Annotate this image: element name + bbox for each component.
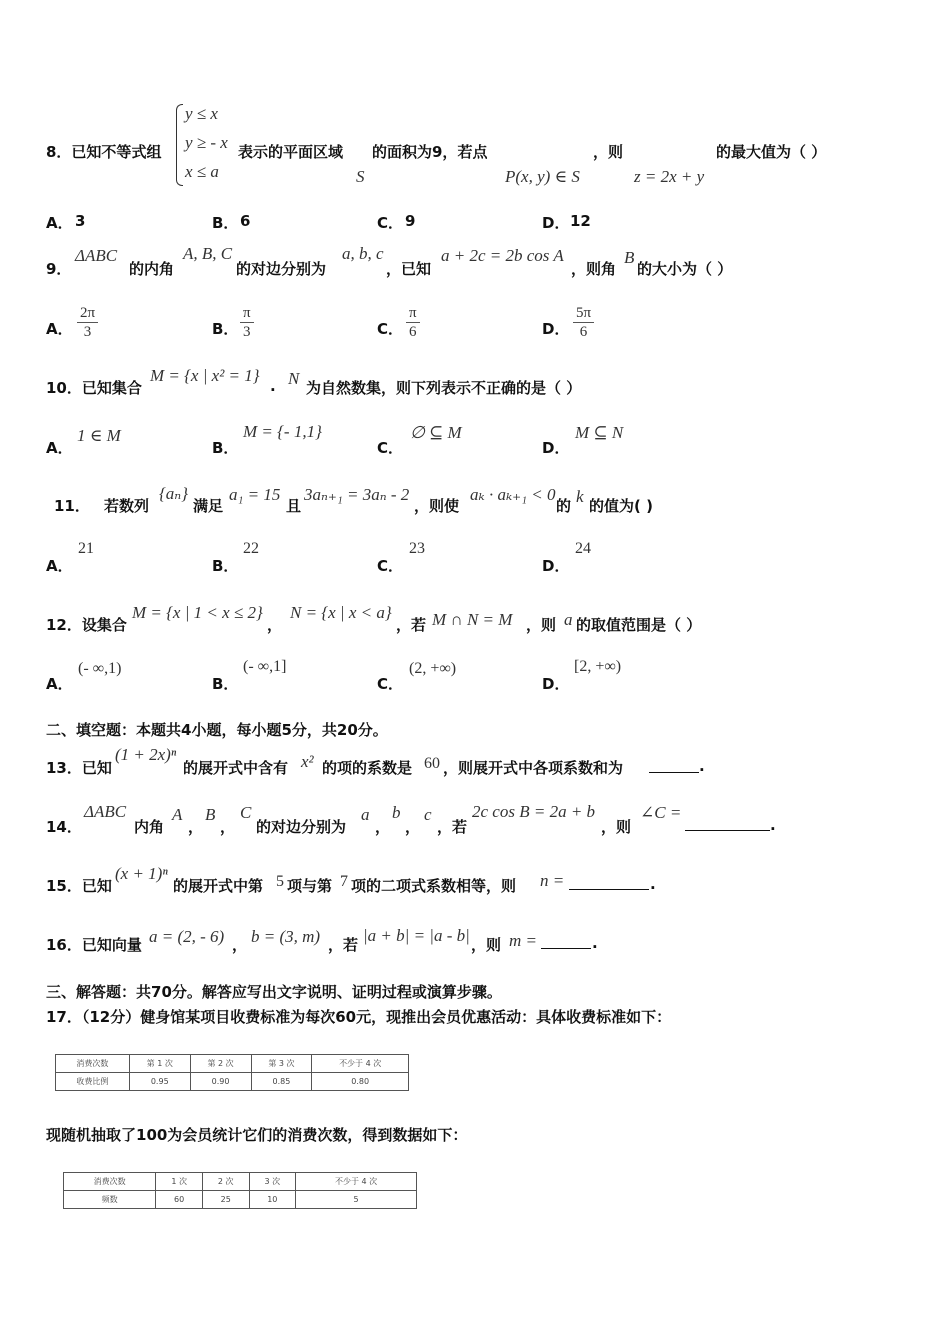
table-cell: 60 <box>156 1191 203 1209</box>
q8-text-4: 的最大值为（ ） <box>716 143 827 161</box>
q11-sequence: {aₙ} <box>159 484 188 503</box>
q13-stem: 13．已知 <box>46 759 112 777</box>
q8-text-3: ，则 <box>593 143 624 161</box>
q8-region-S: S <box>356 167 365 186</box>
q12-a: a <box>564 610 573 629</box>
q12-set-N: N = {x | x < a} <box>290 603 392 622</box>
q15-answer-blank[interactable] <box>569 889 649 890</box>
q10-option-b-label: B． <box>212 439 239 457</box>
q9-angles: A, B, C <box>183 244 233 263</box>
q9-option-d-label: D． <box>542 320 570 338</box>
table-header-cell: 第 3 次 <box>251 1055 312 1073</box>
q15-term-7: 7 <box>340 873 348 890</box>
table-cell: 5 <box>296 1191 417 1209</box>
q10-option-d-label: D． <box>542 439 570 457</box>
table-cell: 0.85 <box>251 1073 312 1091</box>
q12-option-c-label: C． <box>377 675 404 693</box>
q15-text-3: 项的二项式系数相等，则 <box>351 877 517 895</box>
q11-text-2: 满足 <box>193 497 224 515</box>
q14-triangle: ΔABC <box>84 802 127 821</box>
q13-text-2: 的项的系数是 <box>322 759 413 777</box>
q12-text-1: ， <box>267 616 283 634</box>
table-header-cell: 消费次数 <box>56 1055 130 1073</box>
q12-stem: 12．设集合 <box>46 616 127 634</box>
system-brace <box>176 104 183 186</box>
q10-option-a: 1 ∈ M <box>77 426 121 445</box>
q14-text-2: 的对边分别为 <box>256 818 347 836</box>
section-fill-in-heading: 二、填空题：本题共4小题，每小题5分，共20分。 <box>46 721 388 739</box>
q10-option-d: M ⊆ N <box>575 423 624 442</box>
table-header-cell: 不少于 4 次 <box>296 1173 417 1191</box>
q10-stem: 10．已知集合 <box>46 379 142 397</box>
q11-k: k <box>576 487 584 506</box>
q14-side-b: b <box>392 803 401 822</box>
q9-triangle: ΔABC <box>75 246 118 265</box>
q14-angle-B: B <box>205 805 216 824</box>
q15-text-1: 的展开式中第 <box>173 877 264 895</box>
table-header-cell: 消费次数 <box>64 1173 156 1191</box>
q11-recurrence: 3aₙ₊₁ = 3aₙ - 2 <box>304 485 410 504</box>
q11-first-term: a₁ = 15 <box>229 485 281 504</box>
table-header-cell: 2 次 <box>202 1173 249 1191</box>
fraction-numerator: π <box>406 304 420 323</box>
q8-ineq-3: x ≤ a <box>185 162 219 181</box>
q12-option-d-label: D． <box>542 675 570 693</box>
q14-number: 14． <box>46 818 82 836</box>
q16-text-2: ，则 <box>471 936 502 954</box>
q16-period: . <box>592 934 598 952</box>
q9-option-b <box>240 304 254 341</box>
q16-condition: |a + b| = |a - b| <box>363 926 470 945</box>
q8-option-d: 12 <box>570 212 591 230</box>
fraction-denominator: 3 <box>243 324 251 340</box>
q8-option-c-label: C． <box>377 214 404 232</box>
q14-comma-3: ， <box>375 818 391 836</box>
fraction-denominator: 6 <box>409 324 417 340</box>
q14-answer-blank[interactable] <box>685 830 770 831</box>
q11-condition: aₖ · aₖ₊₁ < 0 <box>470 485 556 504</box>
q16-comma: ， <box>232 936 248 954</box>
table-header-cell: 3 次 <box>249 1173 296 1191</box>
q14-comma-1: ， <box>188 818 204 836</box>
q15-n-equals: n = <box>540 871 565 890</box>
q9-text-1: 的内角 <box>129 260 175 278</box>
table-row <box>64 1173 417 1191</box>
q14-text-4: ，则 <box>601 818 632 836</box>
q10-text: 为自然数集，则下列表示不正确的是（ ） <box>306 379 582 397</box>
q11-text-4: ，则使 <box>414 497 460 515</box>
q9-number: 9． <box>46 260 72 278</box>
q16-text-1: ，若 <box>328 936 359 954</box>
fraction-denominator: 3 <box>83 324 92 340</box>
q9-option-d <box>573 304 594 341</box>
q8-point: P(x, y) ∈ S <box>505 167 580 186</box>
q9-option-a <box>77 304 98 341</box>
q8-stem: 8．已知不等式组 <box>46 143 162 161</box>
q14-comma-4: ， <box>405 818 421 836</box>
q12-condition: M ∩ N = M <box>432 610 513 629</box>
q17-text: 17．（12分）健身馆某项目收费标准为每次60元，现推出会员优惠活动：具体收费标准如下： <box>46 1008 672 1026</box>
q12-option-c: (2, +∞) <box>409 660 457 677</box>
table-header-cell: 不少于 4 次 <box>312 1055 409 1073</box>
q10-option-c: ∅ ⊆ M <box>410 423 462 442</box>
q14-text-1: 内角 <box>134 818 165 836</box>
q13-x-squared: x² <box>301 752 314 771</box>
q14-text-3: ，若 <box>437 818 468 836</box>
q9-option-a-label: A． <box>46 320 73 338</box>
q10-option-b: M = {- 1,1} <box>243 422 322 441</box>
q16-m-equals: m = <box>509 931 537 950</box>
q12-text-4: 的取值范围是（ ） <box>576 616 702 634</box>
q14-angle-C-equals: ∠C = <box>640 803 682 822</box>
q12-option-d: [2, +∞) <box>574 658 622 675</box>
table-cell: 10 <box>249 1191 296 1209</box>
q8-option-a-label: A． <box>46 214 73 232</box>
q11-option-c: 23 <box>409 540 425 557</box>
table-cell: 频数 <box>64 1191 156 1209</box>
q15-period: . <box>650 875 656 893</box>
table-cell: 收费比例 <box>56 1073 130 1091</box>
q14-side-a: a <box>361 805 370 824</box>
q11-option-b: 22 <box>243 540 259 557</box>
q11-number: 11． <box>54 497 90 515</box>
q14-period: . <box>770 816 776 834</box>
q9-option-b-label: B． <box>212 320 239 338</box>
q9-angle-B: B <box>624 248 635 267</box>
q8-objective: z = 2x + y <box>634 167 705 186</box>
q13-binomial: (1 + 2x)ⁿ <box>115 745 177 764</box>
fraction-denominator: 6 <box>579 324 588 340</box>
q14-comma-2: ， <box>220 818 236 836</box>
q9-equation: a + 2c = 2b cos A <box>441 246 564 265</box>
q8-option-a: 3 <box>75 212 86 230</box>
fraction-numerator: 2π <box>77 304 98 323</box>
table-cell: 0.80 <box>312 1073 409 1091</box>
q10-set-M: M = {x | x² = 1} <box>150 366 260 385</box>
q9-sides: a, b, c <box>342 244 384 263</box>
q14-equation: 2c cos B = 2a + b <box>472 802 596 821</box>
q12-option-a: (- ∞,1) <box>78 660 122 677</box>
q11-option-d: 24 <box>575 540 591 557</box>
q10-option-a-label: A． <box>46 439 73 457</box>
q8-option-b-label: B． <box>212 214 239 232</box>
q15-stem: 15．已知 <box>46 877 112 895</box>
q8-ineq-1: y ≤ x <box>185 104 218 123</box>
section-solution-heading: 三、解答题：共70分。解答应写出文字说明、证明过程或演算步骤。 <box>46 983 502 1001</box>
q13-text-3: ，则展开式中各项系数和为 <box>443 759 624 777</box>
q14-angle-C: C <box>240 803 252 822</box>
q9-text-4: ，则角 <box>571 260 617 278</box>
table-cell: 0.95 <box>129 1073 190 1091</box>
q8-option-d-label: D． <box>542 214 570 232</box>
q12-option-b-label: B． <box>212 675 239 693</box>
q8-option-b: 6 <box>240 212 251 230</box>
q12-option-a-label: A． <box>46 675 73 693</box>
table-header-cell: 第 2 次 <box>190 1055 251 1073</box>
q13-coefficient: 60 <box>424 755 440 772</box>
q9-text-3: ，已知 <box>386 260 432 278</box>
fraction-numerator: 5π <box>573 304 594 323</box>
table-header-cell: 第 1 次 <box>129 1055 190 1073</box>
table-row <box>56 1073 409 1091</box>
q8-ineq-2: y ≥ - x <box>185 133 228 152</box>
q15-term-5: 5 <box>276 873 284 890</box>
q8-text: 表示的平面区域 <box>238 143 344 161</box>
q17-text-2: 现随机抽取了100为会员统计它们的消费次数，得到数据如下： <box>46 1126 468 1144</box>
q11-text-6: 的值为( ) <box>589 497 653 515</box>
q9-text-5: 的大小为（ ） <box>637 260 733 278</box>
q14-angle-A: A <box>172 805 183 824</box>
table-cell: 0.90 <box>190 1073 251 1091</box>
table-row <box>56 1055 409 1073</box>
fraction-numerator: π <box>240 304 254 323</box>
q14-side-c: c <box>424 805 432 824</box>
q9-option-c-label: C． <box>377 320 404 338</box>
q11-text-1: 若数列 <box>104 497 150 515</box>
q16-vector-b: b = (3, m) <box>251 927 321 946</box>
q12-option-b: (- ∞,1] <box>243 658 287 675</box>
q11-option-b-label: B． <box>212 557 239 575</box>
q8-text-2: 的面积为9，若点 <box>372 143 488 161</box>
frequency-table <box>63 1172 417 1209</box>
q13-period: . <box>699 757 705 775</box>
q15-binomial: (x + 1)ⁿ <box>115 864 168 883</box>
fee-ratio-table <box>55 1054 409 1091</box>
table-cell: 25 <box>202 1191 249 1209</box>
q13-text-1: 的展开式中含有 <box>183 759 289 777</box>
q11-text-5: 的 <box>556 497 572 515</box>
q16-vector-a: a = (2, - 6) <box>149 927 225 946</box>
q10-dot: . <box>270 377 276 395</box>
q15-text-2: 项与第 <box>287 877 333 895</box>
q9-option-c <box>406 304 420 341</box>
q11-option-a-label: A． <box>46 557 73 575</box>
q12-text-2: ，若 <box>396 616 427 634</box>
q16-stem: 16．已知向量 <box>46 936 142 954</box>
q11-text-3: 且 <box>286 497 302 515</box>
q11-option-c-label: C． <box>377 557 404 575</box>
q8-option-c: 9 <box>405 212 416 230</box>
q16-answer-blank[interactable] <box>541 948 591 949</box>
q13-answer-blank[interactable] <box>649 772 699 773</box>
q11-option-d-label: D． <box>542 557 570 575</box>
q10-set-N: N <box>288 369 300 388</box>
table-header-cell: 1 次 <box>156 1173 203 1191</box>
q10-option-c-label: C． <box>377 439 404 457</box>
q12-set-M: M = {x | 1 < x ≤ 2} <box>132 603 263 622</box>
q11-option-a: 21 <box>78 540 94 557</box>
q9-text-2: 的对边分别为 <box>236 260 327 278</box>
table-row <box>64 1191 417 1209</box>
q12-text-3: ，则 <box>526 616 557 634</box>
